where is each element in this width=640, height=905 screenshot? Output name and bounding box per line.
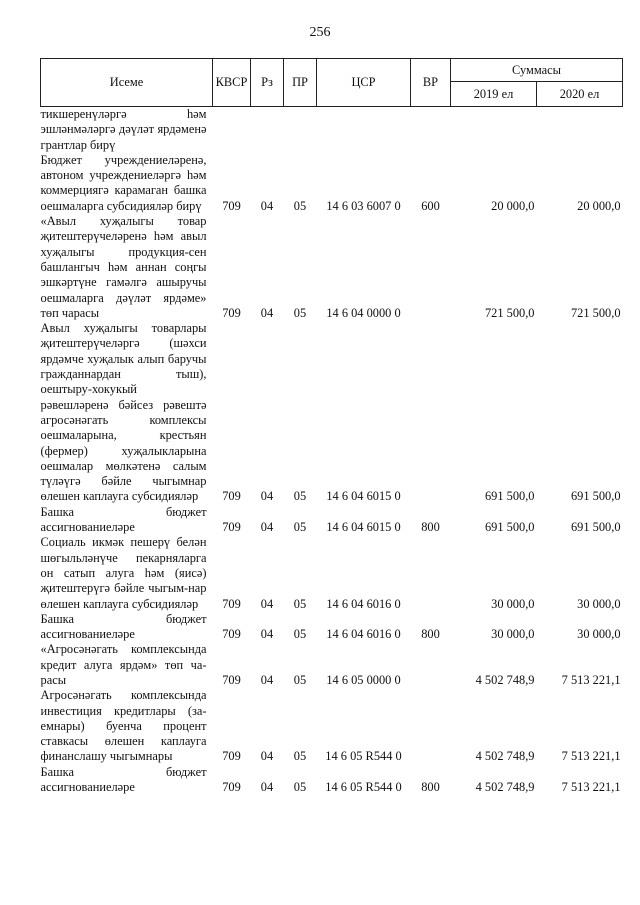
table-row [41, 535, 623, 611]
row-pr-cell: 05 [293, 596, 307, 611]
table-header [41, 59, 623, 107]
header-vr: ВР [411, 59, 451, 107]
row-vr-cell [411, 107, 451, 153]
row-vr-cell: 600 [421, 198, 440, 213]
row-kvsr-cell: 709 [222, 305, 241, 320]
header-csr: ЦСР [317, 59, 411, 107]
row-csr-cell: 14 6 04 0000 0 [326, 305, 401, 320]
row-amount-2020-cell [537, 107, 623, 153]
row-pr-cell: 05 [293, 305, 307, 320]
row-name-cell: тикшеренүләргә һәм эшләнмәләргә дәүләт ярдәменә грантлар бирү [40, 107, 207, 152]
row-name-cell: «Агросәнәгать комплексында кредит алуга ярдәм» төп ча-расы [40, 642, 207, 687]
table-row [41, 214, 623, 321]
row-rz-cell: 04 [260, 749, 274, 764]
row-csr-cell: 14 6 05 R544 0 [325, 780, 402, 795]
row-amount-2019-cell: 691 500,0 [484, 520, 535, 535]
row-vr-cell: 800 [421, 520, 440, 535]
row-pr-cell: 05 [293, 672, 307, 687]
row-amount-2019-cell [451, 107, 537, 153]
row-name-cell: Социаль икмәк пешерү белән шөгыльләнүче пекарняларга он сатып алуга һәм (яисә) җитештерүгә бәйле чыгым-нар өлешен каплауга субсидияләр [40, 535, 207, 611]
row-kvsr-cell: 709 [222, 627, 241, 642]
row-csr-cell [317, 107, 411, 153]
row-amount-2019-cell: 4 502 748,9 [475, 780, 535, 795]
row-vr-cell [411, 214, 451, 321]
row-rz-cell: 04 [260, 198, 274, 213]
row-csr-cell: 14 6 04 6015 0 [326, 489, 401, 504]
table-row [41, 688, 623, 764]
row-name-cell: Башка бюджет ассигнованиеләре [40, 611, 207, 642]
page-number: 256 [309, 25, 331, 40]
header-rz: Рз [251, 59, 284, 107]
row-amount-2020-cell: 7 513 221,1 [561, 780, 621, 795]
table-body [41, 107, 623, 796]
row-amount-2020-cell: 30 000,0 [577, 596, 621, 611]
row-kvsr-cell: 709 [222, 596, 241, 611]
row-vr-cell [411, 535, 451, 611]
row-pr-cell [284, 107, 317, 153]
header-year-2019: 2019 ел [451, 82, 537, 107]
row-amount-2020-cell: 30 000,0 [577, 627, 621, 642]
row-rz-cell [251, 107, 284, 153]
row-vr-cell [411, 642, 451, 688]
row-name-cell: Башка бюджет ассигнованиеләре [40, 504, 207, 535]
row-csr-cell: 14 6 05 R544 0 [325, 749, 402, 764]
row-amount-2019-cell: 691 500,0 [484, 489, 535, 504]
row-amount-2019-cell: 4 502 748,9 [475, 672, 535, 687]
row-amount-2019-cell: 30 000,0 [491, 627, 535, 642]
row-amount-2020-cell: 7 513 221,1 [561, 672, 621, 687]
row-vr-cell [411, 688, 451, 764]
row-pr-cell: 05 [293, 520, 307, 535]
table-row [41, 505, 623, 536]
row-name-cell: «Авыл хуҗалыгы товар җитештерүчеләренә һәм авыл хуҗалыгы продукция-сен башлангыч һәм аннан соңгы эшкәртүне гамәлгә ашыручы оешмаларга дәүләт ярдәме» төп чарасы [40, 214, 207, 320]
header-sums: Суммасы [451, 59, 623, 82]
header-pr: ПР [284, 59, 317, 107]
table-row [41, 153, 623, 214]
row-rz-cell: 04 [260, 672, 274, 687]
row-rz-cell: 04 [260, 520, 274, 535]
row-rz-cell: 04 [260, 489, 274, 504]
row-pr-cell: 05 [293, 780, 307, 795]
row-rz-cell: 04 [260, 627, 274, 642]
row-kvsr-cell: 709 [222, 198, 241, 213]
row-amount-2019-cell: 4 502 748,9 [475, 749, 535, 764]
row-amount-2019-cell: 721 500,0 [484, 305, 535, 320]
row-rz-cell: 04 [260, 305, 274, 320]
row-csr-cell: 14 6 05 0000 0 [326, 672, 401, 687]
row-amount-2019-cell: 30 000,0 [491, 596, 535, 611]
table-row [41, 107, 623, 153]
header-name: Исеме [41, 59, 213, 107]
row-name-cell: Бюджет учреждениеләренә, автоном учреждениеләргә һәм коммерциягә карамаган башка оешмаларга субсидияләр бирү [40, 152, 207, 213]
row-pr-cell: 05 [293, 489, 307, 504]
row-amount-2020-cell: 691 500,0 [570, 520, 621, 535]
row-amount-2019-cell: 20 000,0 [491, 198, 535, 213]
row-kvsr-cell: 709 [222, 749, 241, 764]
row-pr-cell: 05 [293, 749, 307, 764]
table-row [41, 765, 623, 796]
row-name-cell: Башка бюджет ассигнованиеләре [40, 764, 207, 795]
table-row [41, 642, 623, 688]
row-vr-cell: 800 [421, 627, 440, 642]
row-vr-cell [411, 321, 451, 505]
row-kvsr-cell: 709 [222, 520, 241, 535]
row-rz-cell: 04 [260, 596, 274, 611]
row-kvsr-cell [213, 107, 251, 153]
header-kvsr: КВСР [213, 59, 251, 107]
row-amount-2020-cell: 721 500,0 [570, 305, 621, 320]
row-amount-2020-cell: 691 500,0 [570, 489, 621, 504]
table-row [41, 612, 623, 643]
budget-table [40, 58, 623, 795]
row-csr-cell: 14 6 04 6016 0 [326, 627, 401, 642]
row-kvsr-cell: 709 [222, 780, 241, 795]
row-pr-cell: 05 [293, 627, 307, 642]
row-rz-cell: 04 [260, 780, 274, 795]
row-csr-cell: 14 6 04 6015 0 [326, 520, 401, 535]
row-name-cell: Авыл хуҗалыгы товарлары җитештерүчеләргә (шәхси ярдәмче хуҗалык алып баручы гражданнардан тыш), оештыру-хокукый рәвешләренә бәйсез рәвештә агросәнәгать комплексы оешмаларына, крестьян (фермер) хуҗалыкларына оешмалар мөлкәтенә салым түләүгә бәйле чыгымнар өлешен каплауга субсидияләр [40, 321, 207, 504]
row-kvsr-cell: 709 [222, 672, 241, 687]
row-vr-cell: 800 [421, 780, 440, 795]
header-year-2020: 2020 ел [537, 82, 623, 107]
row-kvsr-cell: 709 [222, 489, 241, 504]
row-csr-cell: 14 6 03 6007 0 [326, 198, 401, 213]
table-row [41, 321, 623, 505]
row-amount-2020-cell: 20 000,0 [577, 198, 621, 213]
row-pr-cell: 05 [293, 198, 307, 213]
row-name-cell: Агросәнәгать комплексында инвестиция кредитлары (за-емнары) буенча процент ставкасы өлешен каплауга финанслашу чыгымнары [40, 688, 207, 764]
row-amount-2020-cell: 7 513 221,1 [561, 749, 621, 764]
row-csr-cell: 14 6 04 6016 0 [326, 596, 401, 611]
